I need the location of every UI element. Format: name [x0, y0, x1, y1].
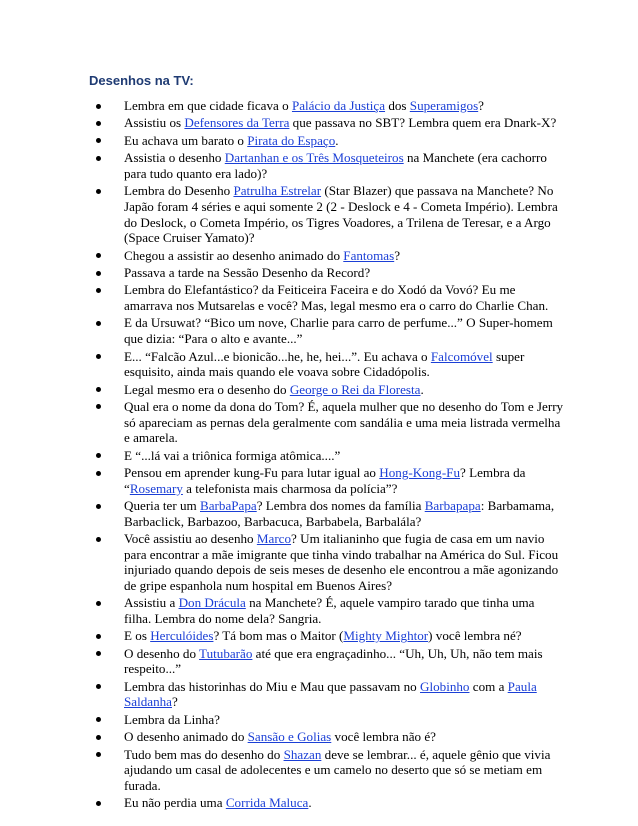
hyperlink[interactable]: Dartanhan e os Três Mosqueteiros [224, 150, 404, 166]
item-text: Assistiu a [124, 595, 179, 611]
item-text: super esquisito, ainda mais quando ele voava sobre Cidadópolis. [124, 348, 525, 380]
hyperlink[interactable]: Palácio da Justiça [291, 98, 386, 113]
item-text: ? [478, 98, 484, 113]
item-text: deve se lembrar... é, aquele gênio que vivia ajudando um casal de adolecentes e um camelo no deserto que só se metiam em furada. [124, 746, 551, 793]
hyperlink[interactable]: Corrida Maluca [225, 795, 309, 811]
hyperlink[interactable]: BarbaPapa [200, 498, 257, 514]
list-item [124, 531, 564, 593]
list-item [124, 133, 564, 149]
item-text: Lembra em que cidade ficava o [124, 98, 292, 113]
list-item [124, 498, 564, 529]
item-text: E os [124, 628, 151, 644]
hyperlink[interactable]: Hong-Kong-Fu [379, 465, 461, 481]
hyperlink[interactable]: Tutubarão [199, 645, 253, 661]
item-text: Pensou em aprender kung-Fu para lutar igual ao [124, 465, 380, 481]
item-text: com a [469, 678, 508, 694]
item-text: ? [394, 247, 401, 263]
list-item [124, 399, 564, 446]
hyperlink[interactable]: Falcomóvel [430, 348, 493, 364]
item-text: a telefonista mais charmosa da polícia”? [182, 480, 398, 496]
section-heading: Desenhos na TV: [89, 73, 194, 88]
list-item [124, 282, 564, 313]
list-item [124, 150, 564, 181]
item-text: Lembra da Linha? [124, 711, 220, 727]
item-text: ? Lembra da “ [124, 465, 526, 496]
list-item [124, 315, 564, 346]
item-text: . [308, 795, 312, 811]
item-text: E da Ursuwat? “Bico um nove, Charlie para carro de perfume...” O Super-homem que dizia: “Para o alto e avante...” [124, 315, 553, 347]
list-item [124, 349, 564, 380]
hyperlink[interactable]: Rosemary [129, 480, 183, 496]
list-item [124, 183, 564, 245]
item-text: Lembra das historinhas do Miu e Mau que passavam no [124, 678, 421, 694]
hyperlink[interactable]: Pirata do Espaço [247, 132, 336, 148]
list-item [124, 795, 564, 811]
hyperlink[interactable]: Patrulha Estrelar [233, 183, 322, 199]
hyperlink[interactable]: Barbapapa [424, 498, 481, 514]
item-text: que passava no SBT? Lembra quem era Dnark-X? [289, 115, 557, 131]
item-text: Tudo bem mas do desenho do [124, 746, 284, 762]
hyperlink[interactable]: Mighty Mightor [343, 628, 429, 644]
list-item [124, 248, 564, 264]
item-text: E “...lá vai a triônica formiga atômica....” [124, 447, 341, 463]
item-text: ? Um italianinho que fugia de casa em um navio para encontrar a mãe imigrante que tinha vindo trabalhar na América do Sul. Ficou injuriado quando depois de seis meses de desenho ele encontrou a mãe agonizando de gripe espanhola num hospital em Buenos Aires? [124, 531, 559, 593]
item-text: ? Tá bom mas o Maitor ( [213, 628, 344, 644]
list-item [124, 115, 564, 131]
item-text: Você assistiu ao desenho [124, 531, 257, 547]
item-text: Queria ter um [124, 498, 200, 514]
item-text: ) você lembra né? [428, 628, 522, 644]
list-item [124, 747, 564, 794]
list-item [124, 98, 564, 114]
item-text: ? Lembra dos nomes da família [256, 498, 425, 514]
item-text: Legal mesmo era o desenho do [124, 381, 290, 397]
item-text: dos [385, 98, 410, 113]
item-text: O desenho do [124, 645, 200, 661]
hyperlink[interactable]: Fantomas [343, 247, 395, 263]
item-text: na Manchete? É, aquele vampiro tarado que tinha uma filha. Lembra do nome dela? Sangria. [124, 595, 535, 626]
item-text: Assistiu os [124, 115, 185, 131]
item-text: Chegou a assistir ao desenho animado do [124, 247, 344, 263]
hyperlink[interactable]: Superamigos [409, 98, 479, 113]
list-item [124, 729, 564, 745]
item-text: O desenho animado do [124, 729, 248, 745]
item-text: Qual era o nome da dona do Tom? É, aquela mulher que no desenho do Tom e Jerry só apareciam as pernas dela geralmente com sandália e uma meia listrada vermelha e amarela. [124, 398, 564, 446]
item-text: na Manchete (era cachorro para tudo quanto era lado)? [124, 150, 547, 181]
item-text: . [420, 381, 424, 397]
list-item [124, 679, 564, 710]
list-item [124, 628, 564, 644]
item-text: . [335, 132, 339, 148]
hyperlink[interactable]: Marco [256, 531, 292, 547]
hyperlink[interactable]: Defensores da Terra [184, 115, 290, 131]
hyperlink[interactable]: George o Rei da Floresta [289, 381, 421, 397]
item-text: até que era engraçadinho... “Uh, Uh, Uh, não tem mais respeito...” [124, 645, 543, 677]
list-item [124, 465, 564, 496]
hyperlink[interactable]: Herculóides [150, 628, 214, 644]
hyperlink[interactable]: Sansão e Golias [247, 729, 332, 745]
item-text: ? [172, 694, 178, 710]
list-item [124, 382, 564, 398]
list-item [124, 712, 564, 728]
item-text: Lembra do Desenho [124, 183, 234, 199]
item-text: Eu não perdia uma [124, 795, 226, 811]
hyperlink[interactable]: Globinho [420, 678, 470, 694]
cartoon-list [124, 98, 564, 813]
list-item [124, 448, 564, 464]
list-item [124, 646, 564, 677]
hyperlink[interactable]: Shazan [283, 746, 322, 762]
item-text: você lembra não é? [331, 729, 436, 745]
hyperlink[interactable]: Paula Saldanha [124, 678, 537, 710]
item-text: Passava a tarde na Sessão Desenho da Record? [124, 265, 371, 280]
hyperlink[interactable]: Don Drácula [178, 595, 246, 611]
list-item [124, 265, 564, 281]
item-text: : Barbamama, Barbaclick, Barbazoo, Barbacuca, Barbabela, Barbalála? [124, 498, 555, 529]
item-text: Eu achava um barato o [124, 132, 248, 148]
item-text: Lembra do Elefantástico? da Feiticeira Faceira e do Xodó da Vovó? Eu me amarrava nos Mutsarelas e você? Mas, legal mesmo era o carro do Charlie Chan. [124, 282, 549, 314]
item-text: Assistia o desenho [124, 150, 225, 166]
list-item [124, 595, 564, 626]
item-text: E... “Falcão Azul...e bionicão...he, he, hei...”. Eu achava o [124, 348, 431, 364]
item-text: (Star Blazer) que passava na Manchete? No Japão foram 4 séries e aqui somente 2 (2 - Deslock e 4 - Cometa Império). Lembra do Deslock, o Cometa Império, os Tigres Voadores, a Trilena de Teresar, e a Argo (Space Cruiser Yamato)? [124, 183, 558, 246]
